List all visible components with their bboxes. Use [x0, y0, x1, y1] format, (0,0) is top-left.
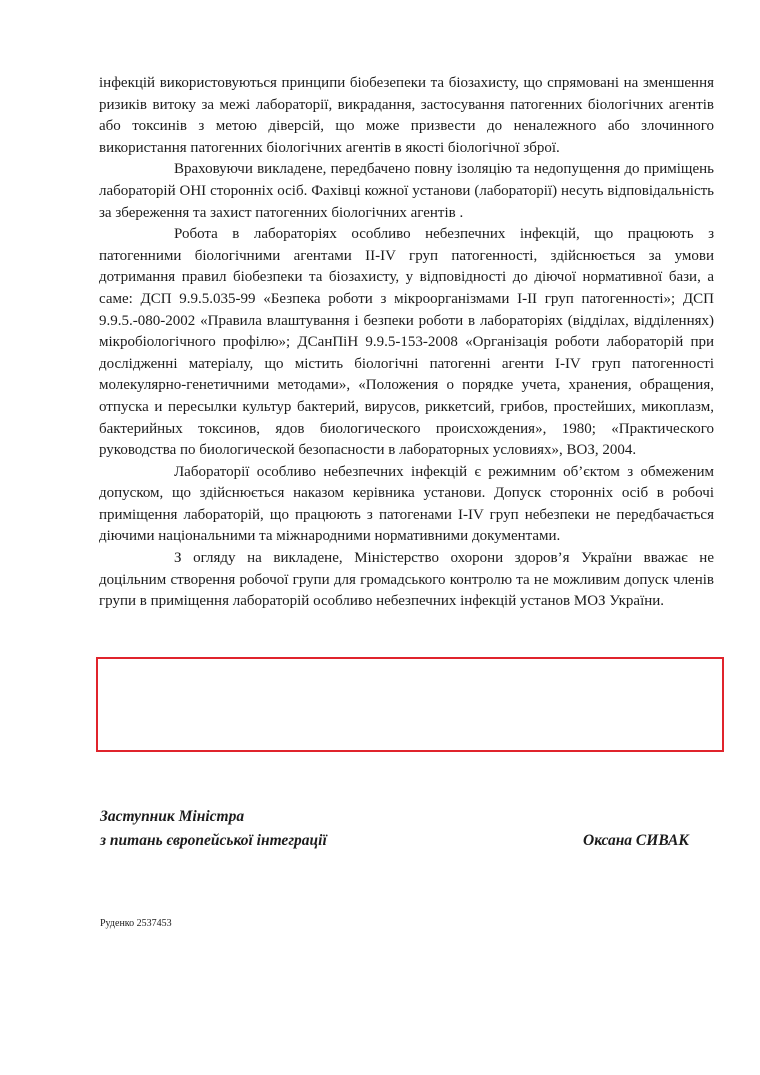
paragraph-isolation: Враховуючи викладене, передбачено повну ізоляцію та недопущення до приміщень лабораторій ОНІ сторонніх осіб. Фахівці кожної установи (лабораторії) несуть відповідальність за збереження та захист патогенних біологічних агентів . — [99, 161, 714, 221]
signatory-position — [100, 805, 327, 853]
signatory-name: Оксана СИВАК — [583, 832, 689, 849]
conclusion-highlight-box — [96, 657, 724, 752]
executor-note: Руденко 2537453 — [100, 918, 172, 929]
signatory-position-line2: з питань європейської інтеграції — [100, 832, 327, 849]
paragraph-restricted-access: Лабораторії особливо небезпечних інфекцій є режимним об’єктом з обмеженим допуском, що здійснюється наказом керівника установи. Допуск сторонніх осіб в робочі приміщення лабораторій, що працюють з патогенами I-IV груп небезпеки не передбачається діючими національними та міжнародними нормативними документами. — [99, 463, 714, 545]
paragraph-regulations: Робота в лабораторіях особливо небезпечних інфекцій, що працюють з патогенними біологічними агентами ІІ-IV груп патогенності, здійснюється за умови дотримання правил біобезпеки та біозахисту, у відповідності до діючої нормативної бази, а саме: ДСП 9.9.5.035-99 «Безпека роботи з мікроорганізмами І-ІІ груп патогенності»; ДСП 9.9.5.-080-2002 «Правила влаштування і безпеки роботи в лабораторіях (відділах, відділеннях) мікробіологічного профілю»; ДСанПіН 9.9.5-153-2008 «Організація роботи лабораторій при дослідженні матеріалу, що містить біологічні патогенні агенти I-IV груп патогенності молекулярно-генетичними методами», «Положения о порядке учета, хранения, обращения, отпуска и пересылки культур бактерий, вирусов, риккетсий, грибов, простейших, микоплазм, бактерийных токсинов, ядов биологического происхождения», 1980; «Практического руководства по биологической безопасности в лабораторных условиях», ВОЗ, 2004. — [99, 226, 714, 459]
letter-body — [99, 73, 714, 613]
paragraph-biosafety-principles: інфекцій використовуються принципи біобезепеки та біозахисту, що спрямовані на зменшення ризиків витоку за межі лабораторії, викрадання, застосування патогенних біологічних агентів або токсинів з метою діверсій, що може призвести до неналежного або злочинного використання патогенних біологічних агентів в якості біологічної зброї. — [99, 75, 714, 156]
signatory-position-line1: Заступник Міністра — [100, 808, 245, 825]
paragraph-conclusion: З огляду на викладене, Міністерство охорони здоров’я України вважає не доцільним створення робочої групи для громадського контролю та не можливим допуск членів групи в приміщення лабораторій особливо небезпечних інфекцій установ МОЗ України. — [99, 550, 714, 610]
